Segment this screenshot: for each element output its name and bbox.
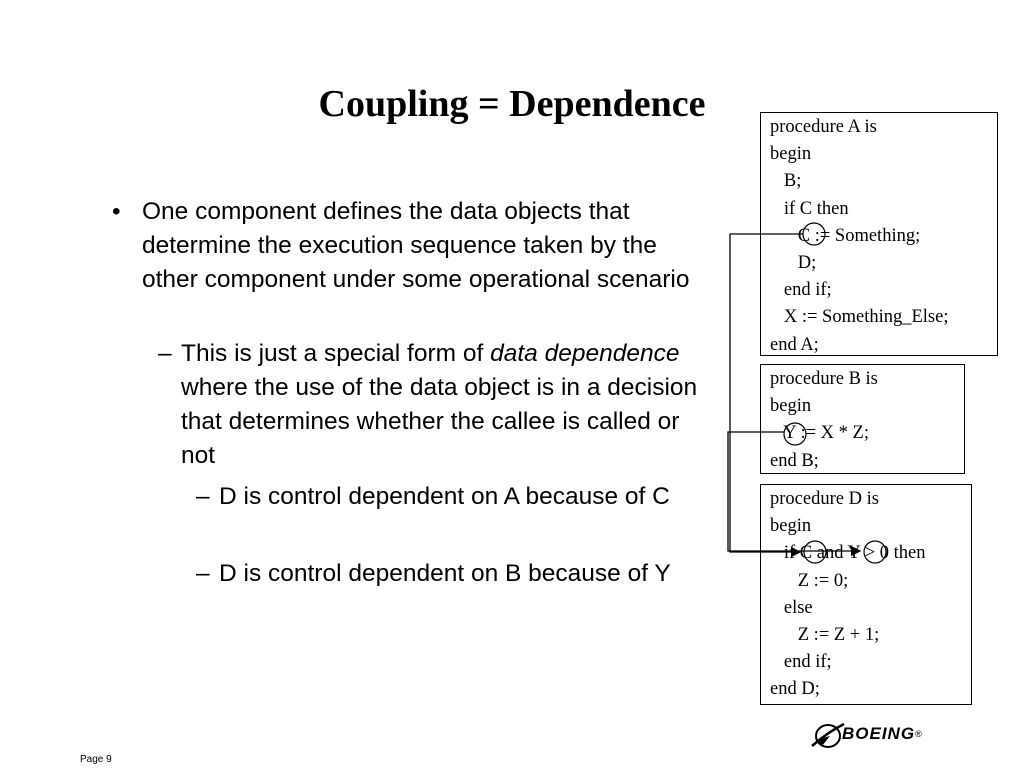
boeing-logo-text [842,722,923,746]
code-line: end if; [770,280,832,301]
code-line: procedure A is [770,117,877,137]
code-box-procedure-b [760,364,965,474]
code-line: if C and Y > 0 then [770,543,926,564]
bullet-text: One component defines the data objects that determine the execution sequence taken by the other component under some operational scenario [142,198,690,293]
bullet-text-before: This is just a special form of [181,340,491,367]
bullet-text-after: where the use of the data object is in a decision that determines whether the callee is called or not [181,374,698,469]
code-box-procedure-d [760,484,972,705]
logo-wordmark: BOEING [842,724,916,743]
bullet-text: D is control dependent on A because of C [219,483,670,510]
bullet-marker: – [196,560,210,587]
code-line: begin [770,516,812,537]
bullet-marker: – [196,483,210,510]
code-line: begin [770,144,812,165]
code-line: begin [770,396,812,417]
code-line: if C then [770,198,849,219]
bullet-text-italic: data dependence [490,340,680,367]
bullet-marker: • [112,198,121,225]
code-line: else [770,597,813,618]
bullet-text: D is control dependent on B because of Y [219,560,671,587]
code-box-procedure-a [760,112,998,356]
bullet-marker: – [158,340,172,367]
code-line: end B; [770,450,819,471]
code-line: end A; [770,334,819,355]
page-number: Page 9 [80,754,112,765]
code-line: procedure D is [770,489,879,509]
code-line: Z := 0; [770,570,849,591]
code-line: X := Something_Else; [770,307,949,328]
code-line: Z := Z + 1; [770,624,880,645]
code-line: end if; [770,652,832,673]
code-line: D; [770,252,817,273]
code-line: C := Something; [770,225,921,246]
code-line: end D; [770,679,820,700]
code-line: B; [770,171,802,192]
slide-title: Coupling = Dependence [318,83,706,125]
bullet-text [181,337,701,473]
logo-registered-mark: ® [915,729,923,739]
code-line: procedure B is [770,369,878,389]
code-line: Y := X * Z; [770,423,869,444]
